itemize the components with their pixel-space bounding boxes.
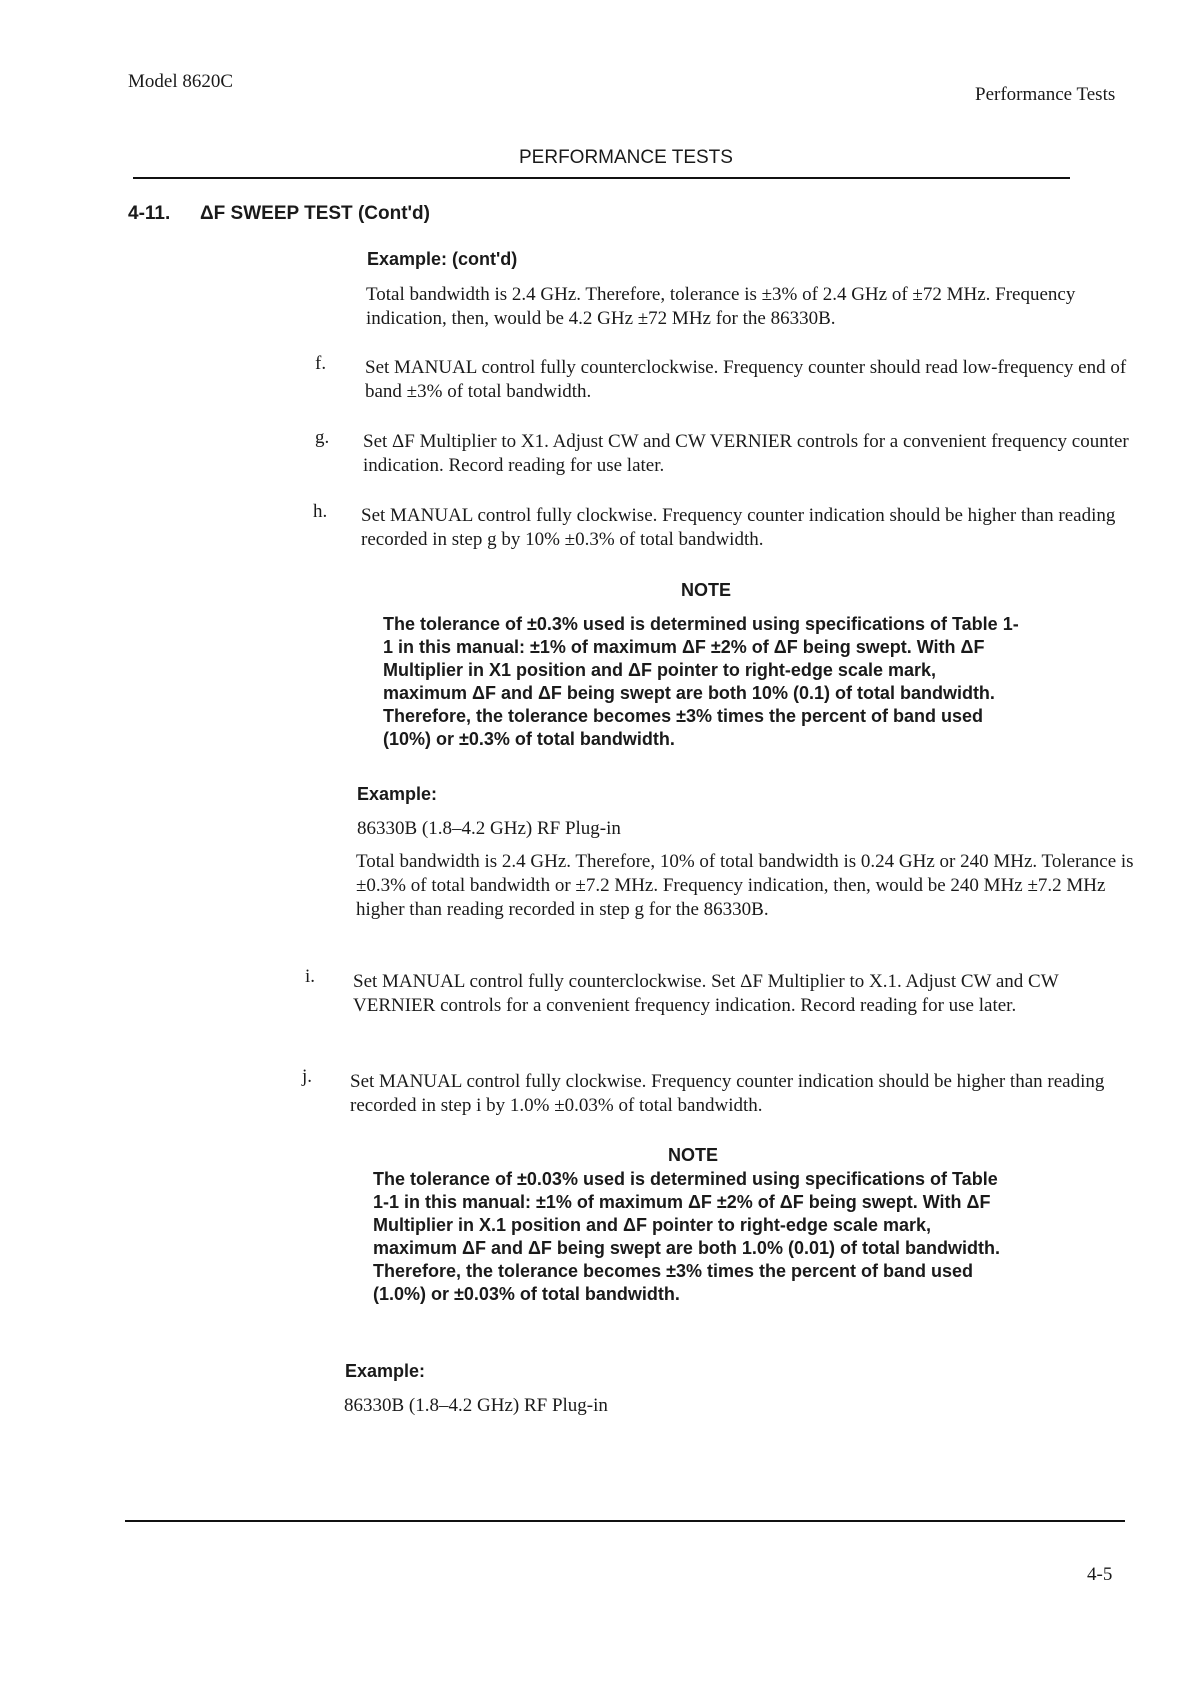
example-2-plugin: 86330B (1.8–4.2 GHz) RF Plug-in: [357, 818, 621, 839]
section-title: ΔF SWEEP TEST (Cont'd): [200, 203, 430, 224]
note-1-body: The tolerance of ±0.3% used is determined using specifications of Table 1-1 in this manual: ±1% of maximum ΔF ±2% of ΔF being swept. With ΔF Multiplier in X1 position and ΔF pointer to right-edge scale mark, maximum ΔF and ΔF being swept are both 10% (0.1) of total bandwidth. Therefore, the tolerance becomes ±3% times the percent of band used (10%) or ±0.3% of total bandwidth.: [383, 614, 1019, 749]
step-i-text: Set MANUAL control fully counterclockwise. Set ΔF Multiplier to X.1. Adjust CW and CW VERNIER controls for a convenient frequency indication. Record reading for use later.: [353, 971, 1059, 1016]
step-j-text: Set MANUAL control fully clockwise. Frequency counter indication should be higher than reading recorded in step i by 1.0% ±0.03% of total bandwidth.: [350, 1071, 1105, 1116]
header-section-name: Performance Tests: [975, 84, 1116, 105]
page-number: 4-5: [1087, 1564, 1113, 1585]
step-h-text: Set MANUAL control fully clockwise. Frequency counter indication should be higher than reading recorded in step g by 10% ±0.3% of total bandwidth.: [361, 505, 1116, 550]
example-contd-label: Example: (cont'd): [367, 249, 518, 269]
example-3-plugin: 86330B (1.8–4.2 GHz) RF Plug-in: [344, 1395, 608, 1416]
footer-rule: [125, 1520, 1125, 1522]
step-h-letter: h.: [313, 501, 328, 522]
step-g-letter: g.: [315, 427, 330, 448]
step-i-letter: i.: [305, 966, 316, 987]
page-title: PERFORMANCE TESTS: [519, 147, 733, 168]
note-2-body: The tolerance of ±0.03% used is determined using specifications of Table 1-1 in this manual: ±1% of maximum ΔF ±2% of ΔF being swept. With ΔF Multiplier in X.1 position and ΔF pointer to right-edge scale mark, maximum ΔF and ΔF being swept are both 1.0% (0.01) of total bandwidth. Therefore, the tolerance becomes ±3% times the percent of band used (1.0%) or ±0.03% of total bandwidth.: [373, 1169, 1000, 1304]
note-1-heading: NOTE: [681, 580, 732, 600]
section-number: 4-11.: [128, 203, 171, 224]
example-2-text: Total bandwidth is 2.4 GHz. Therefore, 10% of total bandwidth is 0.24 GHz or 240 MHz. Tolerance is ±0.3% of total bandwidth or ±7.2 MHz. Frequency indication, then, would be 240 MHz ±7.2 MHz higher than reading recorded in step g for the 86330B.: [356, 851, 1134, 920]
example-2-label: Example:: [357, 784, 438, 804]
step-j-letter: j.: [302, 1066, 313, 1087]
note-2-heading: NOTE: [668, 1145, 719, 1165]
step-f-text: Set MANUAL control fully counterclockwise. Frequency counter should read low-frequency end of band ±3% of total bandwidth.: [365, 357, 1127, 402]
header-rule: [133, 177, 1070, 179]
step-g-text: Set ΔF Multiplier to X1. Adjust CW and CW VERNIER controls for a convenient frequency counter indication. Record reading for use later.: [363, 431, 1129, 476]
example-contd-text: Total bandwidth is 2.4 GHz. Therefore, tolerance is ±3% of 2.4 GHz of ±72 MHz. Frequency indication, then, would be 4.2 GHz ±72 MHz for the 86330B.: [366, 284, 1076, 329]
header-model: Model 8620C: [128, 71, 234, 92]
step-f-letter: f.: [315, 353, 327, 374]
example-3-label: Example:: [345, 1361, 426, 1381]
